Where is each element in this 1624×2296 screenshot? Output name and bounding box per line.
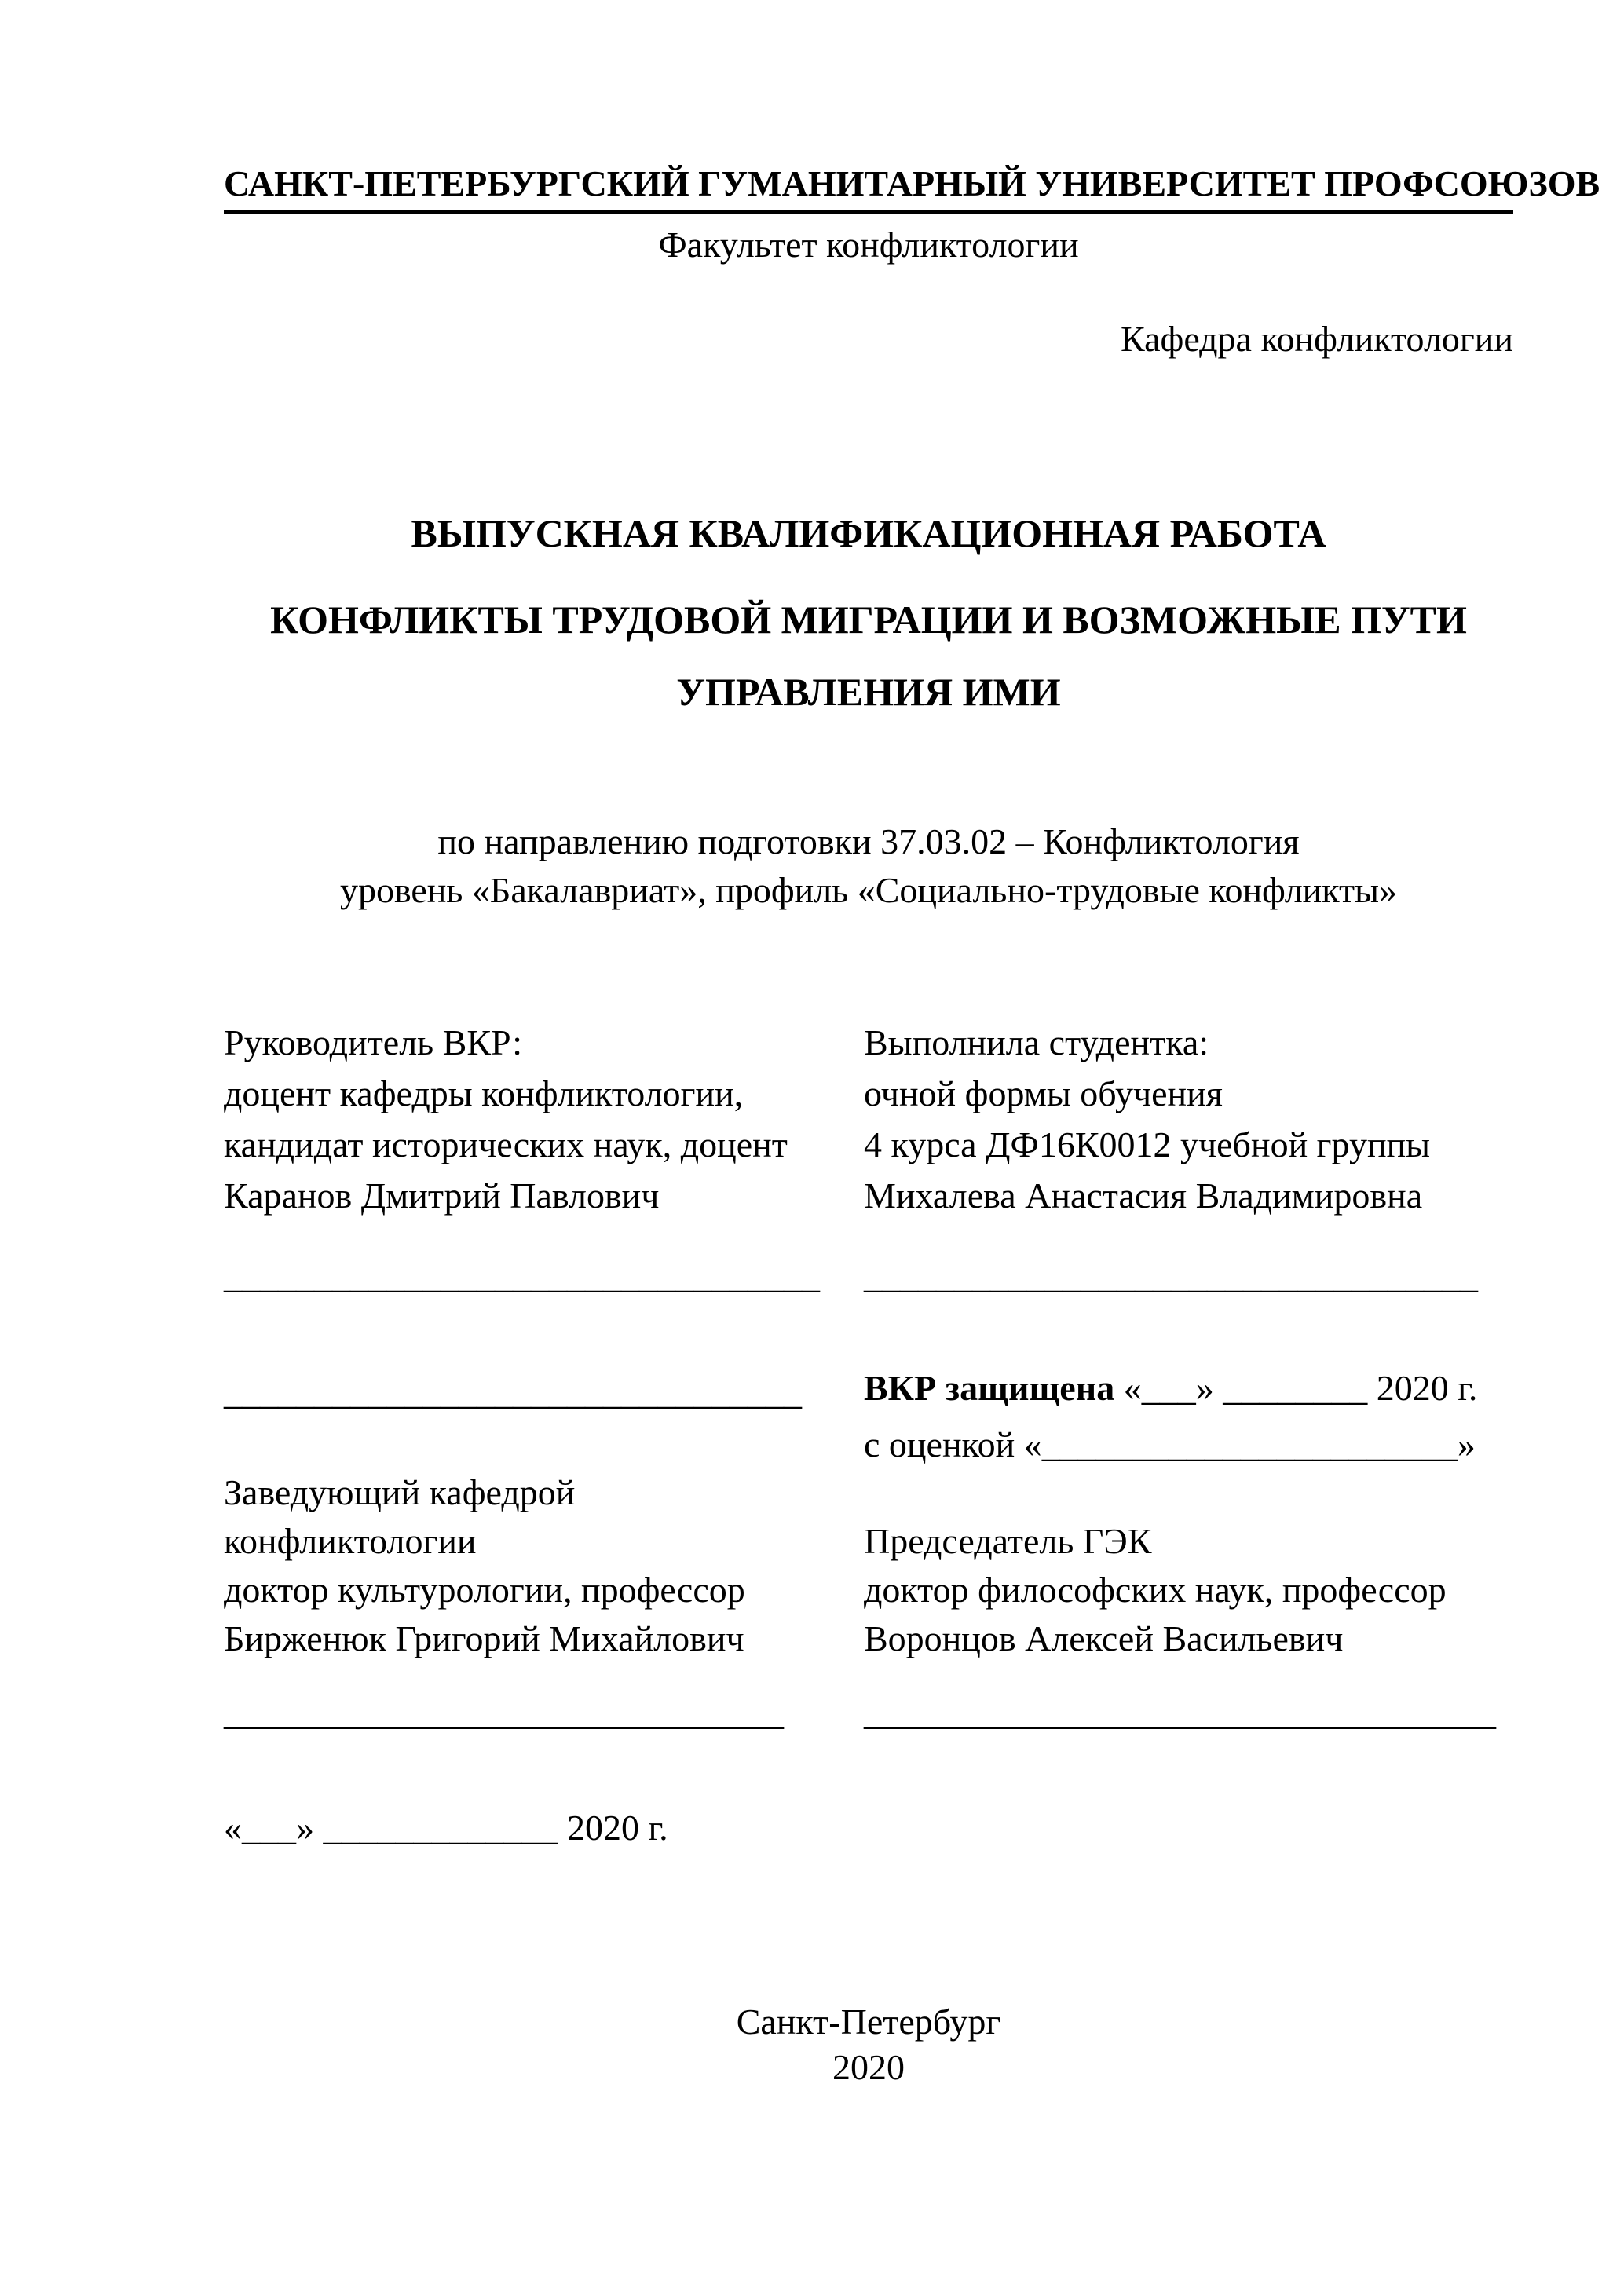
defense-grade-line: с оценкой «_______________________» — [864, 1424, 1476, 1464]
footer-year: 2020 — [832, 2047, 905, 2087]
gek-chair-name: Воронцов Алексей Васильевич — [864, 1618, 1344, 1658]
student-block — [864, 1017, 1430, 1221]
student-study-form: очной формы обучения — [864, 1073, 1223, 1113]
program-direction: по направлению подготовки 37.03.02 – Конфликтология — [437, 821, 1300, 861]
defense-status-bold: ВКР защищена — [864, 1368, 1115, 1408]
department-head-title-2: конфликтологии — [224, 1521, 477, 1561]
gek-chair-degree: доктор философских наук, профессор — [864, 1570, 1447, 1610]
gek-chair-block — [864, 1517, 1447, 1663]
student-group: 4 курса ДФ16К0012 учебной группы — [864, 1124, 1431, 1164]
student-name: Михалева Анастасия Владимировна — [864, 1175, 1423, 1216]
defense-status-line — [864, 1366, 1477, 1410]
thesis-title-line-1: КОНФЛИКТЫ ТРУДОВОЙ МИГРАЦИИ И ВОЗМОЖНЫЕ ПУТИ — [270, 598, 1467, 642]
supervisor-label: Руководитель ВКР: — [224, 1022, 523, 1062]
supervisor-position-2: кандидат исторических наук, доцент — [224, 1124, 788, 1164]
gek-chair-title: Председатель ГЭК — [864, 1521, 1152, 1561]
university-name: САНКТ-ПЕТЕРБУРГСКИЙ ГУМАНИТАРНЫЙ УНИВЕРСИТЕТ ПРОФСОЮЗОВ — [224, 162, 1513, 214]
student-signature-line: __________________________________ — [864, 1256, 1478, 1296]
approval-date-line: «___» _____________ 2020 г. — [224, 1808, 668, 1848]
department-head-signature-line: _______________________________ — [224, 1692, 784, 1732]
footer-city: Санкт-Петербург — [736, 2002, 1001, 2042]
supervisor-signature-line: _________________________________ — [224, 1256, 820, 1296]
work-type-heading: ВЫПУСКНАЯ КВАЛИФИКАЦИОННАЯ РАБОТА — [411, 511, 1326, 555]
defense-date-blank: «___» ________ 2020 г. — [1114, 1368, 1478, 1408]
thesis-title-line-2: УПРАВЛЕНИЯ ИМИ — [676, 670, 1061, 714]
signature-line-2-left: ________________________________ — [224, 1372, 802, 1412]
gek-chair-signature-line: ___________________________________ — [864, 1692, 1496, 1732]
department-head-name: Бирженюк Григорий Михайлович — [224, 1618, 744, 1658]
student-label: Выполнила студентка: — [864, 1022, 1209, 1062]
department-head-degree: доктор культурологии, профессор — [224, 1570, 745, 1610]
supervisor-position-1: доцент кафедры конфликтологии, — [224, 1073, 744, 1113]
supervisor-block — [224, 1017, 788, 1221]
department-head-block — [224, 1468, 745, 1663]
program-level-profile: уровень «Бакалавриат», профиль «Социально-трудовые конфликты» — [339, 870, 1398, 910]
faculty-name: Факультет конфликтологии — [658, 225, 1079, 265]
department-head-title-1: Заведующий кафедрой — [224, 1472, 576, 1512]
supervisor-name: Каранов Дмитрий Павлович — [224, 1175, 660, 1216]
department-name: Кафедра конфликтологии — [1121, 319, 1513, 359]
